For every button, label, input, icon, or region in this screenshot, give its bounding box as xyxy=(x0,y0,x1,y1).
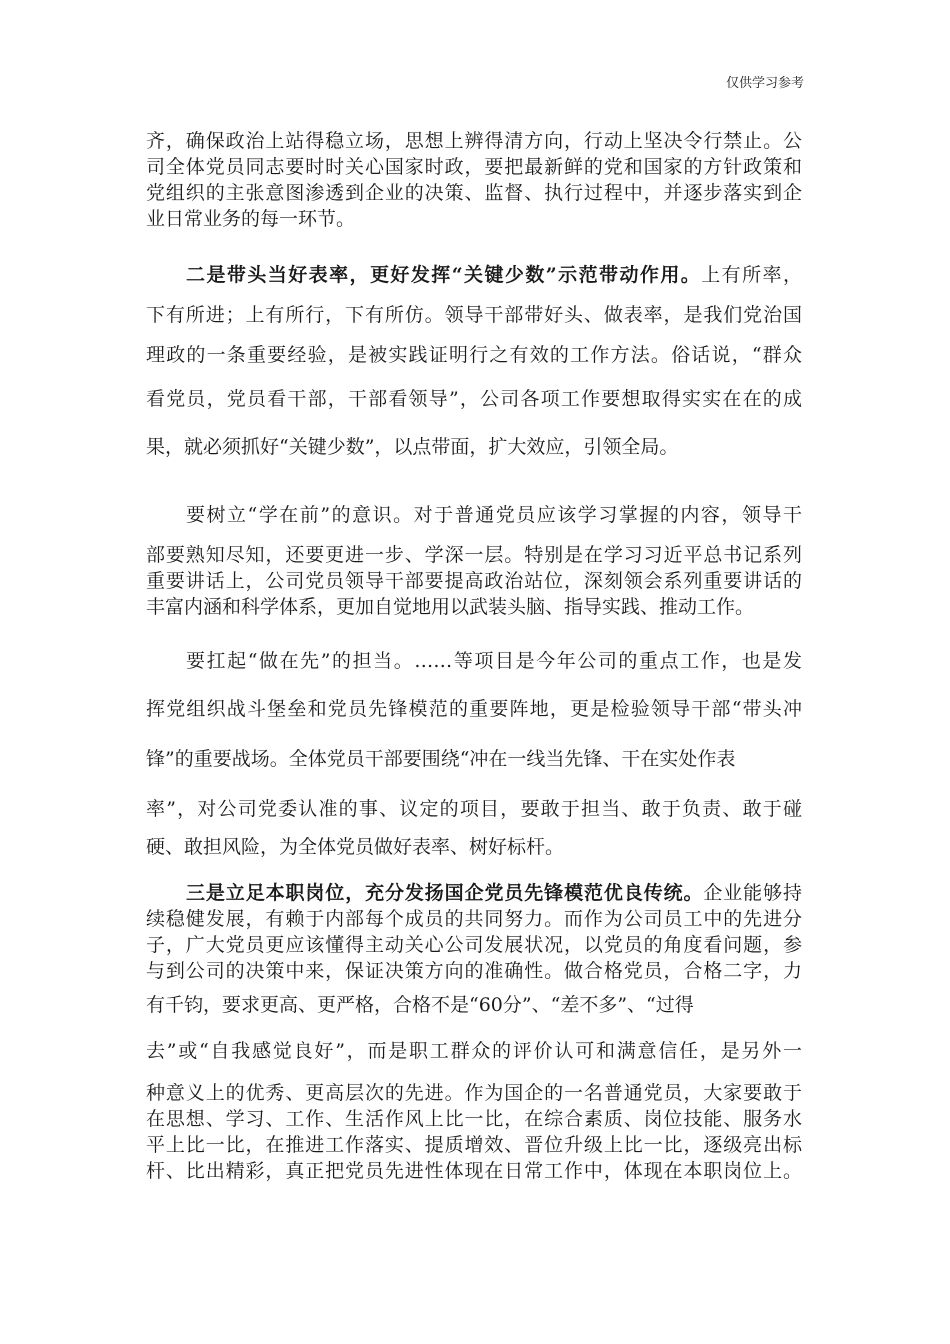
text-line: 挥党组织战斗堡垒和党员先锋模范的重要阵地，更是检验领导干部“带头冲 xyxy=(146,698,802,720)
section-heading-line xyxy=(146,260,802,287)
text-line: 下有所进；上有所行，下有所仿。领导干部带好头、做表率，是我们党治国 xyxy=(146,304,802,326)
text-line: 锋”的重要战场。全体党员干部要围绕“冲在一线当先锋、干在实处作表 xyxy=(146,748,736,770)
text-line: 种意义上的优秀、更高层次的先进。作为国企的一名普通党员，大家要敢于 xyxy=(146,1082,802,1104)
text-line: 要扛起“做在先”的担当。……等项目是今年公司的重点工作，也是发 xyxy=(186,650,802,672)
text-line: 杆、比出精彩，真正把党员先进性体现在日常工作中，体现在本职岗位上。 xyxy=(146,1160,802,1182)
text-line: 看党员，党员看干部，干部看领导”，公司各项工作要想取得实实在在的成 xyxy=(146,388,802,410)
section-heading-2: 二是带头当好表率，更好发挥“关键少数”示范带动作用。 xyxy=(186,264,702,286)
text-line: 与到公司的决策中来，保证决策方向的准确性。做合格党员，合格二字，力 xyxy=(146,960,802,982)
text-line: 理政的一条重要经验，是被实践证明行之有效的工作方法。俗话说，“群众 xyxy=(146,344,802,366)
text-line: 齐，确保政治上站得稳立场，思想上辨得清方向，行动上坚决令行禁止。公 xyxy=(146,130,802,152)
text-line: 部要熟知尽知，还要更进一步、学深一层。特别是在学习习近平总书记系列 xyxy=(146,544,802,566)
text-line: 果，就必须抓好“关键少数”，以点带面，扩大效应，引领全局。 xyxy=(146,436,679,458)
text-line: 重要讲话上，公司党员领导干部要提高政治站位，深刻领会系列重要讲话的 xyxy=(146,570,802,592)
text-line: 要树立“学在前”的意识。对于普通党员应该学习掌握的内容，领导干 xyxy=(186,504,802,526)
text-line: 业日常业务的每一环节。 xyxy=(146,208,356,230)
text-line: 有千钧，要求更高、更严格，合格不是“60分”、“差不多”、“过得 xyxy=(146,994,694,1016)
text-line: 续稳健发展，有赖于内部每个成员的共同努力。而作为公司员工中的先进分 xyxy=(146,908,802,930)
text-run: 上有所率， xyxy=(701,264,802,286)
section-heading-line xyxy=(146,878,802,905)
text-line: 在思想、学习、工作、生活作风上比一比，在综合素质、岗位技能、服务水 xyxy=(146,1108,802,1130)
text-line: 丰富内涵和科学体系，更加自觉地用以武装头脑、指导实践、推动工作。 xyxy=(146,596,755,618)
text-line: 党组织的主张意图渗透到企业的决策、监督、执行过程中，并逐步落实到企 xyxy=(146,182,802,204)
text-line: 平上比一比，在推进工作落实、提质增效、晋位升级上比一比，逐级亮出标 xyxy=(146,1134,802,1156)
text-line: 子，广大党员更应该懂得主动关心公司发展状况，以党员的角度看问题，参 xyxy=(146,934,802,956)
text-line: 硬、敢担风险，为全体党员做好表率、树好标杆。 xyxy=(146,836,565,858)
section-heading-3: 三是立足本职岗位，充分发扬国企党员先锋模范优良传统。 xyxy=(186,882,704,904)
text-run: 企业能够持 xyxy=(703,882,802,904)
header-note: 仅供学习参考 xyxy=(725,76,804,91)
text-line: 去”或“自我感觉良好”，而是职工群众的评价认可和满意信任，是另外一 xyxy=(146,1040,802,1062)
text-line: 率”，对公司党委认准的事、议定的项目，要敢于担当、敢于负责、敢于碰 xyxy=(146,798,802,820)
text-line: 司全体党员同志要时时关心国家时政，要把最新鲜的党和国家的方针政策和 xyxy=(146,156,802,178)
